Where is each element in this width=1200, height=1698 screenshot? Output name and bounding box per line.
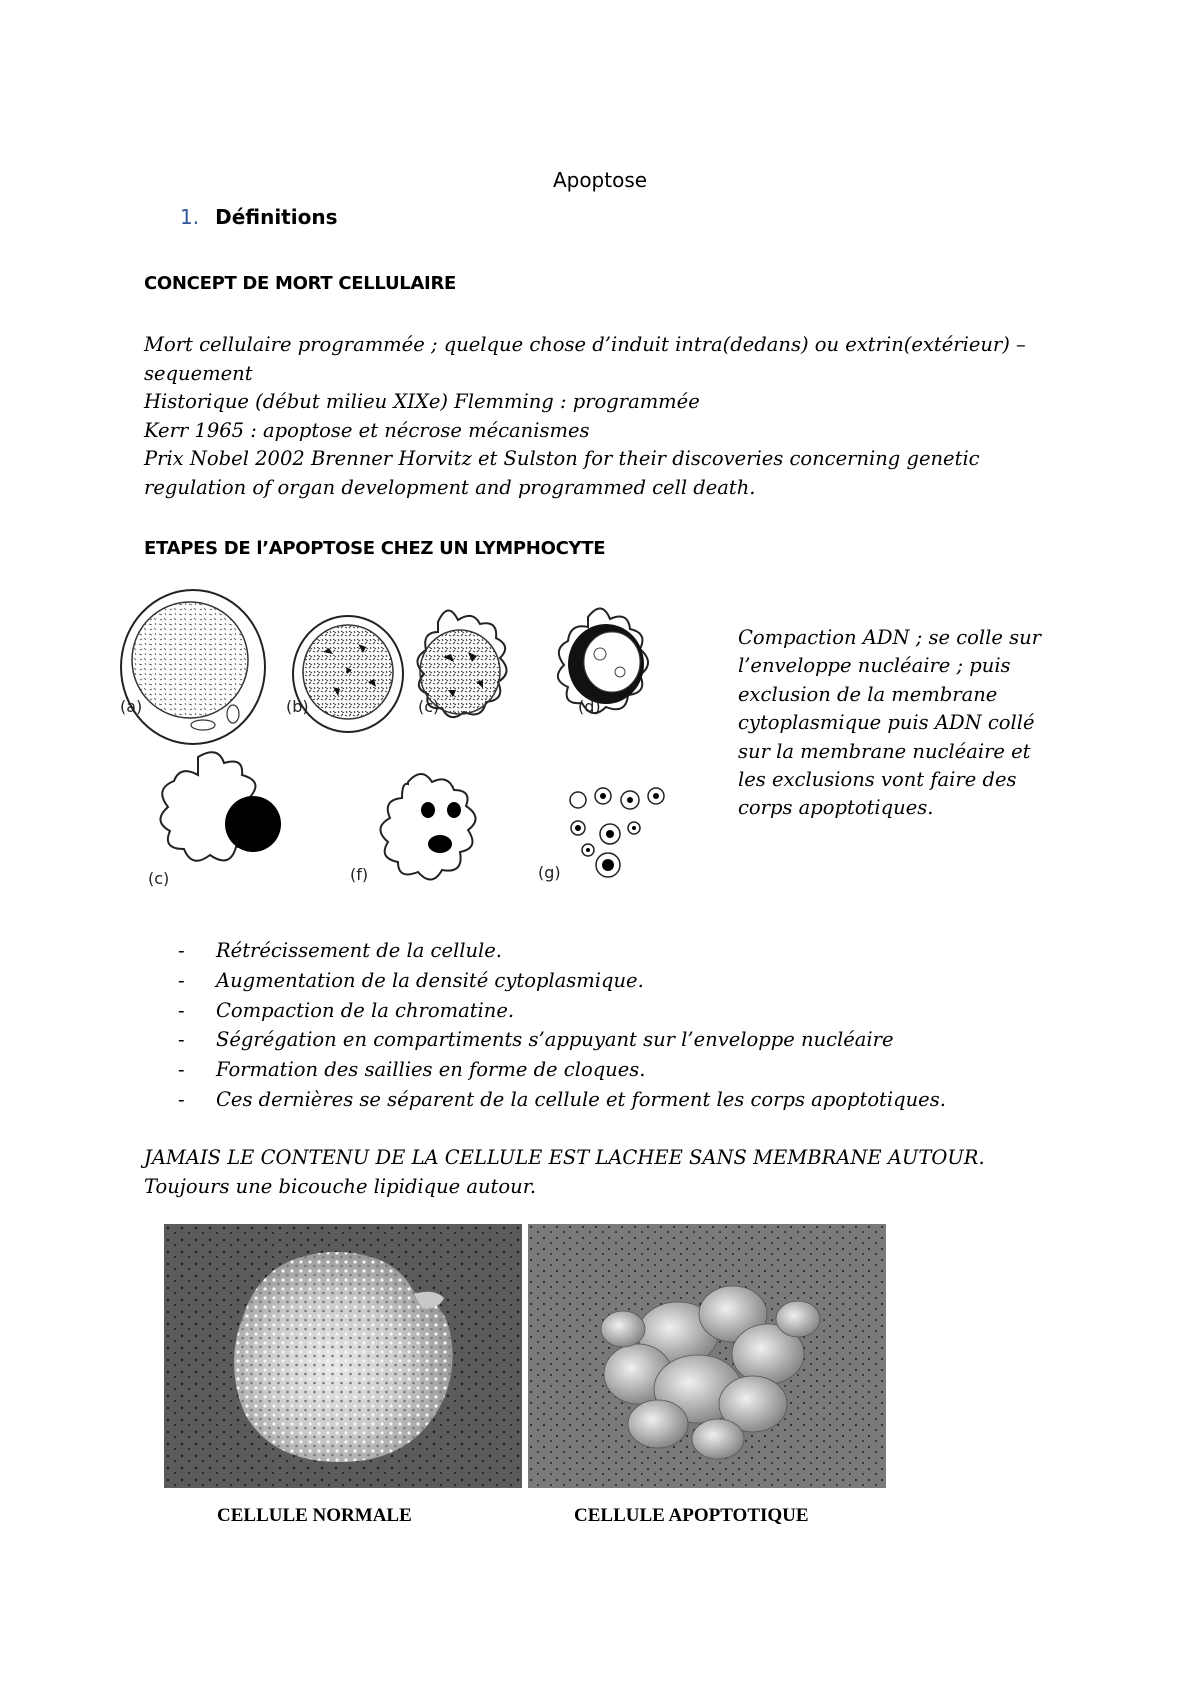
list-item-text: Ségrégation en compartiments s’appuyant sur l’enveloppe nucléaire	[216, 1028, 894, 1052]
list-item-text: Rétrécissement de la cellule.	[216, 939, 503, 962]
list-item	[178, 936, 946, 966]
list-item	[178, 966, 946, 996]
caption-line: Compaction ADN ; se colle sur	[738, 626, 1042, 649]
figure-label-e: (c)	[148, 869, 170, 888]
list-item-text: Ces dernières se séparent de la cellule et forment les corps apoptotiques.	[216, 1087, 946, 1111]
bullet-marker: -	[178, 998, 185, 1022]
figure-label-c: (c)	[418, 697, 440, 716]
list-item	[178, 996, 946, 1026]
figure-label-g: (g)	[538, 863, 561, 882]
normal-cell-label: CELLULE NORMALE	[217, 1505, 412, 1526]
stage-g-apoptotic-bodies	[570, 788, 664, 877]
caption-line: cytoplasmique puis ADN collé	[738, 711, 1035, 735]
section-number: 1.	[180, 205, 200, 229]
stage-f-cell	[380, 774, 475, 880]
concept-line: Prix Nobel 2002 Brenner Horvitz et Sulston for their discoveries concerning genetic	[144, 447, 980, 470]
apoptosis-steps-list	[178, 936, 946, 1115]
caption-line: exclusion de la membrane	[738, 682, 998, 706]
figure-label-b: (b)	[286, 697, 309, 716]
document-title: Apoptose	[552, 168, 648, 192]
stage-d-cell	[558, 608, 648, 713]
list-item	[178, 1025, 946, 1055]
electron-micrographs	[164, 1224, 886, 1488]
figure-label-a: (a)	[120, 697, 143, 716]
heading-concept-mort-cellulaire: CONCEPT DE MORT CELLULAIRE	[144, 273, 457, 294]
bullet-marker: -	[178, 1028, 185, 1052]
concept-paragraph	[144, 331, 1064, 502]
normal-cell-micrograph	[164, 1224, 522, 1488]
apoptotic-cell-micrograph	[528, 1224, 886, 1488]
list-item	[178, 1085, 946, 1115]
caption-line: sur la membrane nucléaire et	[738, 739, 1031, 763]
concept-line: Kerr 1965 : apoptose et nécrose mécanismes	[144, 418, 590, 442]
list-item	[178, 1055, 946, 1085]
list-item-text: Augmentation de la densité cytoplasmique.	[216, 968, 644, 992]
section-heading-definitions	[180, 205, 337, 229]
concept-line: Historique (début milieu XIXe) Flemming : programmée	[144, 390, 700, 413]
bullet-marker: -	[178, 1058, 185, 1082]
caption-line: les exclusions vont faire des	[738, 768, 1017, 792]
stages-caption	[738, 624, 1068, 823]
figure-label-f: (f)	[350, 865, 369, 884]
concept-line: sequement	[144, 361, 253, 385]
concept-line: Mort cellulaire programmée ; quelque chose d’induit intra(dedans) ou extrin(extérieur) –	[144, 333, 1026, 356]
bullet-marker: -	[178, 939, 185, 962]
caption-line: corps apoptotiques.	[738, 796, 934, 820]
apoptosis-stages-figure	[108, 582, 728, 912]
list-item-text: Compaction de la chromatine.	[216, 998, 515, 1022]
stage-a-cell	[121, 590, 265, 744]
stage-b-cell	[293, 616, 403, 732]
caption-line: l’enveloppe nucléaire ; puis	[738, 654, 1011, 678]
figure-label-d: (d)	[578, 697, 601, 716]
concept-line: regulation of organ development and programmed cell death.	[144, 475, 756, 499]
apoptotic-cell-label: CELLULE APOPTOTIQUE	[574, 1505, 809, 1526]
membrane-warning-paragraph: JAMAIS LE CONTENU DE LA CELLULE EST LACHEE SANS MEMBRANE AUTOUR. Toujours une bicouche lipidique autour.	[144, 1146, 985, 1198]
heading-etapes-apoptose: ETAPES DE l’APOPTOSE CHEZ UN LYMPHOCYTE	[144, 538, 606, 559]
bullet-marker: -	[178, 968, 185, 992]
bullet-marker: -	[178, 1087, 185, 1111]
stage-e-cell	[160, 752, 281, 861]
list-item-text: Formation des saillies en forme de cloques.	[216, 1058, 646, 1082]
section-label: Définitions	[215, 205, 338, 229]
